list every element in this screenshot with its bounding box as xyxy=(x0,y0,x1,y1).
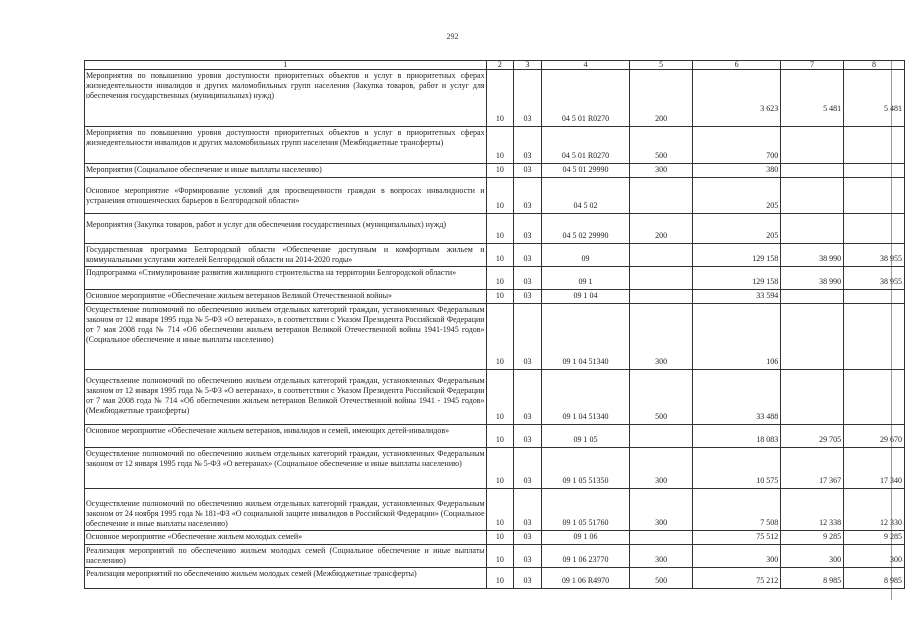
row-description: Мероприятия (Социальное обеспечение и иные выплаты населению) xyxy=(85,164,487,178)
amount-col7 xyxy=(781,370,844,425)
amount-col6: 700 xyxy=(693,127,781,164)
amount-col8 xyxy=(844,370,905,425)
amount-col7: 5 481 xyxy=(781,70,844,127)
row-description: Осуществление полномочий по обеспечению жильем отдельных категорий граждан, установленных Федеральным законом от 12 января 1995 года № 5-ФЗ «О ветеранах», в соответствии с Указом Президента Российской Федерации от 7 мая 2008 года № 714 «Об обеспечении жильем ветеранов Великой Отечественной войны 1941 - 1945 годов» (Межбюджетные трансферты) xyxy=(85,370,487,425)
section-code: 10 xyxy=(486,214,514,244)
row-description: Осуществление полномочий по обеспечению жильем отдельных категорий граждан, установленных Федеральным законом от 12 января 1995 года № 5-ФЗ «О ветеранах», в соответствии с Указом Президента Российской Федерации от 7 мая 2008 года № 714 «Об обеспечении жильем ветеранов Великой Отечественной войны 1941-1945 годов» (Социальное обеспечение и иные выплаты населению) xyxy=(85,304,487,370)
subsection-code: 03 xyxy=(514,267,542,290)
expense-type-code: 500 xyxy=(630,568,693,589)
expense-type-code xyxy=(630,531,693,545)
row-description: Основное мероприятие «Обеспечение жильем молодых семей» xyxy=(85,531,487,545)
column-header: 7 xyxy=(781,61,844,70)
row-description: Реализация мероприятий по обеспечению жильем молодых семей (Межбюджетные трансферты) xyxy=(85,568,487,589)
amount-col6: 75 212 xyxy=(693,568,781,589)
expense-type-code xyxy=(630,244,693,267)
subsection-code: 03 xyxy=(514,489,542,531)
section-code: 10 xyxy=(486,448,514,489)
row-description: Осуществление полномочий по обеспечению жильем отдельных категорий граждан, установленных Федеральным законом от 24 ноября 1995 года № 181-ФЗ «О социальной защите инвалидов в Российской Федерации» (Социальное обеспечение и иные выплаты населению) xyxy=(85,489,487,531)
section-code: 10 xyxy=(486,164,514,178)
table-row xyxy=(85,531,905,545)
table-row xyxy=(85,244,905,267)
section-code: 10 xyxy=(486,545,514,568)
target-article-code: 09 1 05 51760 xyxy=(541,489,629,531)
amount-col8: 9 285 xyxy=(844,531,905,545)
expense-type-code: 500 xyxy=(630,370,693,425)
amount-col6: 75 512 xyxy=(693,531,781,545)
amount-col8 xyxy=(844,214,905,244)
subsection-code: 03 xyxy=(514,127,542,164)
amount-col7 xyxy=(781,178,844,214)
amount-col7: 29 705 xyxy=(781,425,844,448)
table-row xyxy=(85,214,905,244)
column-header: 8 xyxy=(844,61,905,70)
amount-col6: 10 575 xyxy=(693,448,781,489)
subsection-code: 03 xyxy=(514,70,542,127)
section-code: 10 xyxy=(486,178,514,214)
amount-col8: 38 955 xyxy=(844,267,905,290)
section-code: 10 xyxy=(486,489,514,531)
row-description: Основное мероприятие «Обеспечение жильем ветеранов Великой Отечественной войны» xyxy=(85,290,487,304)
subsection-code: 03 xyxy=(514,545,542,568)
amount-col7 xyxy=(781,214,844,244)
amount-col6: 380 xyxy=(693,164,781,178)
target-article-code: 09 1 06 R4970 xyxy=(541,568,629,589)
target-article-code: 04 5 02 xyxy=(541,178,629,214)
amount-col7 xyxy=(781,290,844,304)
subsection-code: 03 xyxy=(514,531,542,545)
amount-col8 xyxy=(844,178,905,214)
amount-col7: 9 285 xyxy=(781,531,844,545)
expense-type-code xyxy=(630,267,693,290)
table-row xyxy=(85,370,905,425)
amount-col7 xyxy=(781,164,844,178)
table-row xyxy=(85,425,905,448)
subsection-code: 03 xyxy=(514,425,542,448)
amount-col8: 38 955 xyxy=(844,244,905,267)
table-row xyxy=(85,448,905,489)
section-code: 10 xyxy=(486,531,514,545)
table-row xyxy=(85,304,905,370)
table-row xyxy=(85,164,905,178)
column-header: 5 xyxy=(630,61,693,70)
subsection-code: 03 xyxy=(514,178,542,214)
amount-col6: 300 xyxy=(693,545,781,568)
section-code: 10 xyxy=(486,425,514,448)
target-article-code: 09 1 05 51350 xyxy=(541,448,629,489)
expense-type-code: 300 xyxy=(630,489,693,531)
target-article-code: 09 1 06 xyxy=(541,531,629,545)
table-row xyxy=(85,489,905,531)
amount-col7: 8 985 xyxy=(781,568,844,589)
amount-col7: 38 990 xyxy=(781,244,844,267)
row-description: Реализация мероприятий по обеспечению жильем молодых семей (Социальное обеспечение и иные выплаты населению) xyxy=(85,545,487,568)
table-row xyxy=(85,568,905,589)
amount-col6: 33 488 xyxy=(693,370,781,425)
amount-col8: 12 330 xyxy=(844,489,905,531)
subsection-code: 03 xyxy=(514,568,542,589)
subsection-code: 03 xyxy=(514,448,542,489)
amount-col6: 205 xyxy=(693,178,781,214)
amount-col7: 12 338 xyxy=(781,489,844,531)
row-description: Государственная программа Белгородской области «Обеспечение доступным и комфортным жильем и коммунальными услугами жителей Белгородской области на 2014-2020 годы» xyxy=(85,244,487,267)
amount-col8: 300 xyxy=(844,545,905,568)
amount-col7 xyxy=(781,304,844,370)
target-article-code: 09 1 xyxy=(541,267,629,290)
amount-col8 xyxy=(844,164,905,178)
amount-col8 xyxy=(844,127,905,164)
section-code: 10 xyxy=(486,370,514,425)
subsection-code: 03 xyxy=(514,244,542,267)
section-code: 10 xyxy=(486,244,514,267)
section-code: 10 xyxy=(486,70,514,127)
section-code: 10 xyxy=(486,568,514,589)
target-article-code: 09 1 04 51340 xyxy=(541,370,629,425)
subsection-code: 03 xyxy=(514,370,542,425)
table-row xyxy=(85,290,905,304)
row-description: Основное мероприятие «Обеспечение жильем ветеранов, инвалидов и семей, имеющих детей-инвалидов» xyxy=(85,425,487,448)
column-header: 1 xyxy=(85,61,487,70)
amount-col8: 17 340 xyxy=(844,448,905,489)
expense-type-code: 200 xyxy=(630,214,693,244)
expense-type-code: 300 xyxy=(630,304,693,370)
subsection-code: 03 xyxy=(514,290,542,304)
target-article-code: 09 1 04 51340 xyxy=(541,304,629,370)
expense-type-code xyxy=(630,178,693,214)
row-description: Подпрограмма «Стимулирование развития жилищного строительства на территории Белгородской области» xyxy=(85,267,487,290)
target-article-code: 09 1 05 xyxy=(541,425,629,448)
page-number: 292 xyxy=(446,32,459,41)
section-code: 10 xyxy=(486,127,514,164)
row-description: Осуществление полномочий по обеспечению жильем отдельных категорий граждан, установленных Федеральным законом от 12 января 1995 года № 5-ФЗ «О ветеранах» (Социальное обеспечение и иные выплаты населению) xyxy=(85,448,487,489)
amount-col8 xyxy=(844,290,905,304)
budget-table xyxy=(84,60,905,589)
amount-col8 xyxy=(844,304,905,370)
target-article-code: 04 5 01 R0270 xyxy=(541,127,629,164)
table-row xyxy=(85,70,905,127)
target-article-code: 04 5 02 29990 xyxy=(541,214,629,244)
expense-type-code: 300 xyxy=(630,448,693,489)
row-description: Мероприятия по повышению уровня доступности приоритетных объектов и услуг в приоритетных сферах жизнедеятельности инвалидов и других маломобильных групп населения (Закупка товаров, работ и услуг для обеспечения государственных (муниципальных) нужд) xyxy=(85,70,487,127)
amount-col8: 5 481 xyxy=(844,70,905,127)
amount-col6: 33 594 xyxy=(693,290,781,304)
column-header: 4 xyxy=(541,61,629,70)
target-article-code: 04 5 01 R0270 xyxy=(541,70,629,127)
section-code: 10 xyxy=(486,267,514,290)
column-header: 2 xyxy=(486,61,514,70)
section-code: 10 xyxy=(486,290,514,304)
expense-type-code xyxy=(630,290,693,304)
subsection-code: 03 xyxy=(514,214,542,244)
subsection-code: 03 xyxy=(514,164,542,178)
amount-col6: 106 xyxy=(693,304,781,370)
table-header-row xyxy=(85,61,905,70)
amount-col7 xyxy=(781,127,844,164)
amount-col7: 38 990 xyxy=(781,267,844,290)
row-description: Основное мероприятие «Формирование условий для просвещенности граждан в вопросах инвалидности и устранения отношенческих барьеров в Белгородской области» xyxy=(85,178,487,214)
section-code: 10 xyxy=(486,304,514,370)
target-article-code: 04 5 01 29990 xyxy=(541,164,629,178)
row-description: Мероприятия по повышению уровня доступности приоритетных объектов и услуг в приоритетных сферах жизнедеятельности инвалидов и других маломобильных групп населения (Межбюджетные трансферты) xyxy=(85,127,487,164)
column-header: 6 xyxy=(693,61,781,70)
expense-type-code: 300 xyxy=(630,545,693,568)
table-row xyxy=(85,178,905,214)
expense-type-code: 300 xyxy=(630,164,693,178)
amount-col7: 17 367 xyxy=(781,448,844,489)
amount-col6: 129 158 xyxy=(693,244,781,267)
amount-col8: 29 670 xyxy=(844,425,905,448)
expense-type-code: 500 xyxy=(630,127,693,164)
amount-col8: 8 985 xyxy=(844,568,905,589)
row-description: Мероприятия (Закупка товаров, работ и услуг для обеспечения государственных (муниципальных) нужд) xyxy=(85,214,487,244)
amount-col6: 205 xyxy=(693,214,781,244)
table-row xyxy=(85,545,905,568)
amount-col6: 129 158 xyxy=(693,267,781,290)
amount-col7: 300 xyxy=(781,545,844,568)
amount-col6: 7 508 xyxy=(693,489,781,531)
subsection-code: 03 xyxy=(514,304,542,370)
amount-col6: 3 623 xyxy=(693,70,781,127)
target-article-code: 09 1 06 23770 xyxy=(541,545,629,568)
table-row xyxy=(85,127,905,164)
expense-type-code xyxy=(630,425,693,448)
target-article-code: 09 xyxy=(541,244,629,267)
target-article-code: 09 1 04 xyxy=(541,290,629,304)
column-header: 3 xyxy=(514,61,542,70)
expense-type-code: 200 xyxy=(630,70,693,127)
table-row xyxy=(85,267,905,290)
amount-col6: 18 083 xyxy=(693,425,781,448)
